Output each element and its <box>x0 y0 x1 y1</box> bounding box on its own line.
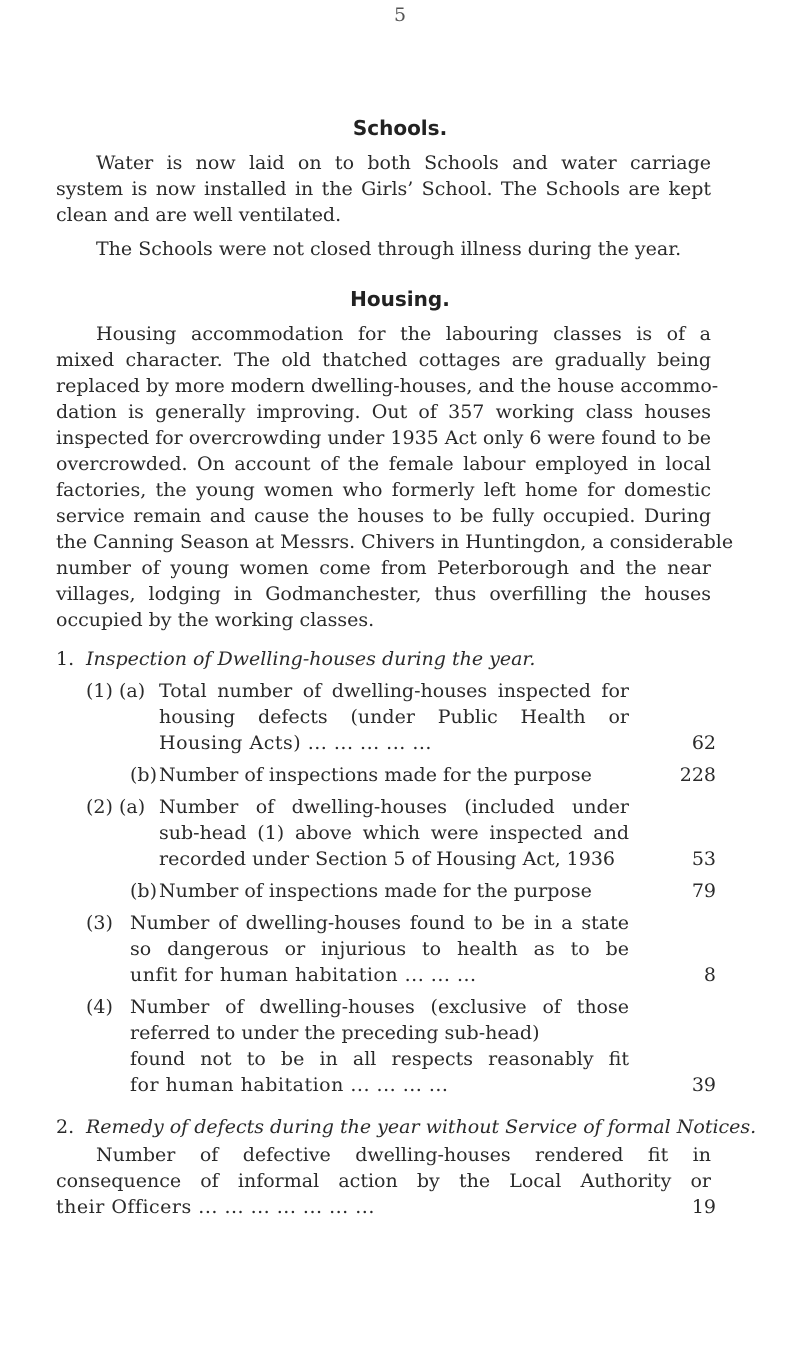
item-1a-value: 62 <box>691 732 716 754</box>
item-1a-label: (1) (a) <box>86 680 146 702</box>
housing-line-5: inspected for overcrowding under 1935 Act only 6 were found to be <box>56 427 712 449</box>
section-2-line-1: Number of defective dwelling-houses rendered fit in <box>96 1144 711 1166</box>
item-3-line-2: so dangerous or injurious to health as to be <box>130 938 629 960</box>
item-4-line-2: referred to under the preceding sub-head) <box>130 1022 540 1044</box>
section-2-line-2: consequence of informal action by the Local Authority or <box>56 1170 711 1192</box>
housing-line-1: Housing accommodation for the labouring classes is of a <box>96 323 711 345</box>
item-3-line-3: unfit for human habitation ... ... ... <box>130 964 477 986</box>
item-1b-line-1: Number of inspections made for the purpose <box>159 764 592 786</box>
item-1a-line-2: housing defects (under Public Health or <box>159 706 629 728</box>
item-2b-value: 79 <box>691 880 716 902</box>
item-4-line-4: for human habitation ... ... ... ... <box>130 1074 449 1096</box>
page-number: 5 <box>393 4 407 26</box>
item-2a-line-1: Number of dwelling-houses (included under <box>159 796 629 818</box>
housing-line-6: overcrowded. On account of the female labour employed in local <box>56 453 711 475</box>
housing-line-12: occupied by the working classes. <box>56 609 375 631</box>
item-3-value: 8 <box>703 964 716 986</box>
schools-para-2: The Schools were not closed through illness during the year. <box>96 238 682 260</box>
schools-line-1: Water is now laid on to both Schools and water carriage <box>96 152 711 174</box>
section-2-number: 2. <box>56 1116 75 1138</box>
item-4-line-3: found not to be in all respects reasonably fit <box>130 1048 629 1070</box>
schools-line-2: system is now installed in the Girls’ School. The Schools are kept <box>56 178 711 200</box>
item-2a-value: 53 <box>691 848 716 870</box>
housing-line-7: factories, the young women who formerly left home for domestic <box>56 479 711 501</box>
item-2a-line-3: recorded under Section 5 of Housing Act, 1936 <box>159 848 616 870</box>
item-4-line-1: Number of dwelling-houses (exclusive of those <box>130 996 629 1018</box>
housing-line-10: number of young women come from Peterborough and the near <box>56 557 711 579</box>
item-1a-line-1: Total number of dwelling-houses inspected for <box>159 680 629 702</box>
housing-line-11: villages, lodging in Godmanchester, thus overfilling the houses <box>56 583 711 605</box>
housing-heading: Housing. <box>350 287 450 311</box>
item-4-label: (4) <box>86 996 113 1018</box>
item-2b-label: (b) <box>130 880 157 902</box>
housing-line-2: mixed character. The old thatched cottages are gradually being <box>56 349 711 371</box>
item-3-line-1: Number of dwelling-houses found to be in a state <box>130 912 629 934</box>
section-2-line-3: their Officers ... ... ... ... ... ... ... <box>56 1196 375 1218</box>
housing-line-4: dation is generally improving. Out of 357 working class houses <box>56 401 711 423</box>
housing-line-9: the Canning Season at Messrs. Chivers in Huntingdon, a considerable <box>56 531 734 553</box>
item-2a-line-2: sub-head (1) above which were inspected and <box>159 822 629 844</box>
section-2-value: 19 <box>691 1196 716 1218</box>
item-2b-line-1: Number of inspections made for the purpose <box>159 880 592 902</box>
schools-line-3: clean and are well ventilated. <box>56 204 342 226</box>
housing-line-3: replaced by more modern dwelling-houses, and the house accommo- <box>56 375 719 397</box>
schools-heading: Schools. <box>352 116 448 140</box>
item-1a-line-3: Housing Acts) ... ... ... ... ... <box>159 732 432 754</box>
item-1b-label: (b) <box>130 764 157 786</box>
item-1b-value: 228 <box>679 764 716 786</box>
section-1-number: 1. <box>56 648 75 670</box>
section-1-title: Inspection of Dwelling-houses during the year. <box>86 648 536 670</box>
item-4-value: 39 <box>691 1074 716 1096</box>
section-2-title: Remedy of defects during the year without Service of formal Notices. <box>86 1116 757 1138</box>
item-2a-label: (2) (a) <box>86 796 146 818</box>
housing-line-8: service remain and cause the houses to be fully occupied. During <box>56 505 711 527</box>
item-3-label: (3) <box>86 912 113 934</box>
